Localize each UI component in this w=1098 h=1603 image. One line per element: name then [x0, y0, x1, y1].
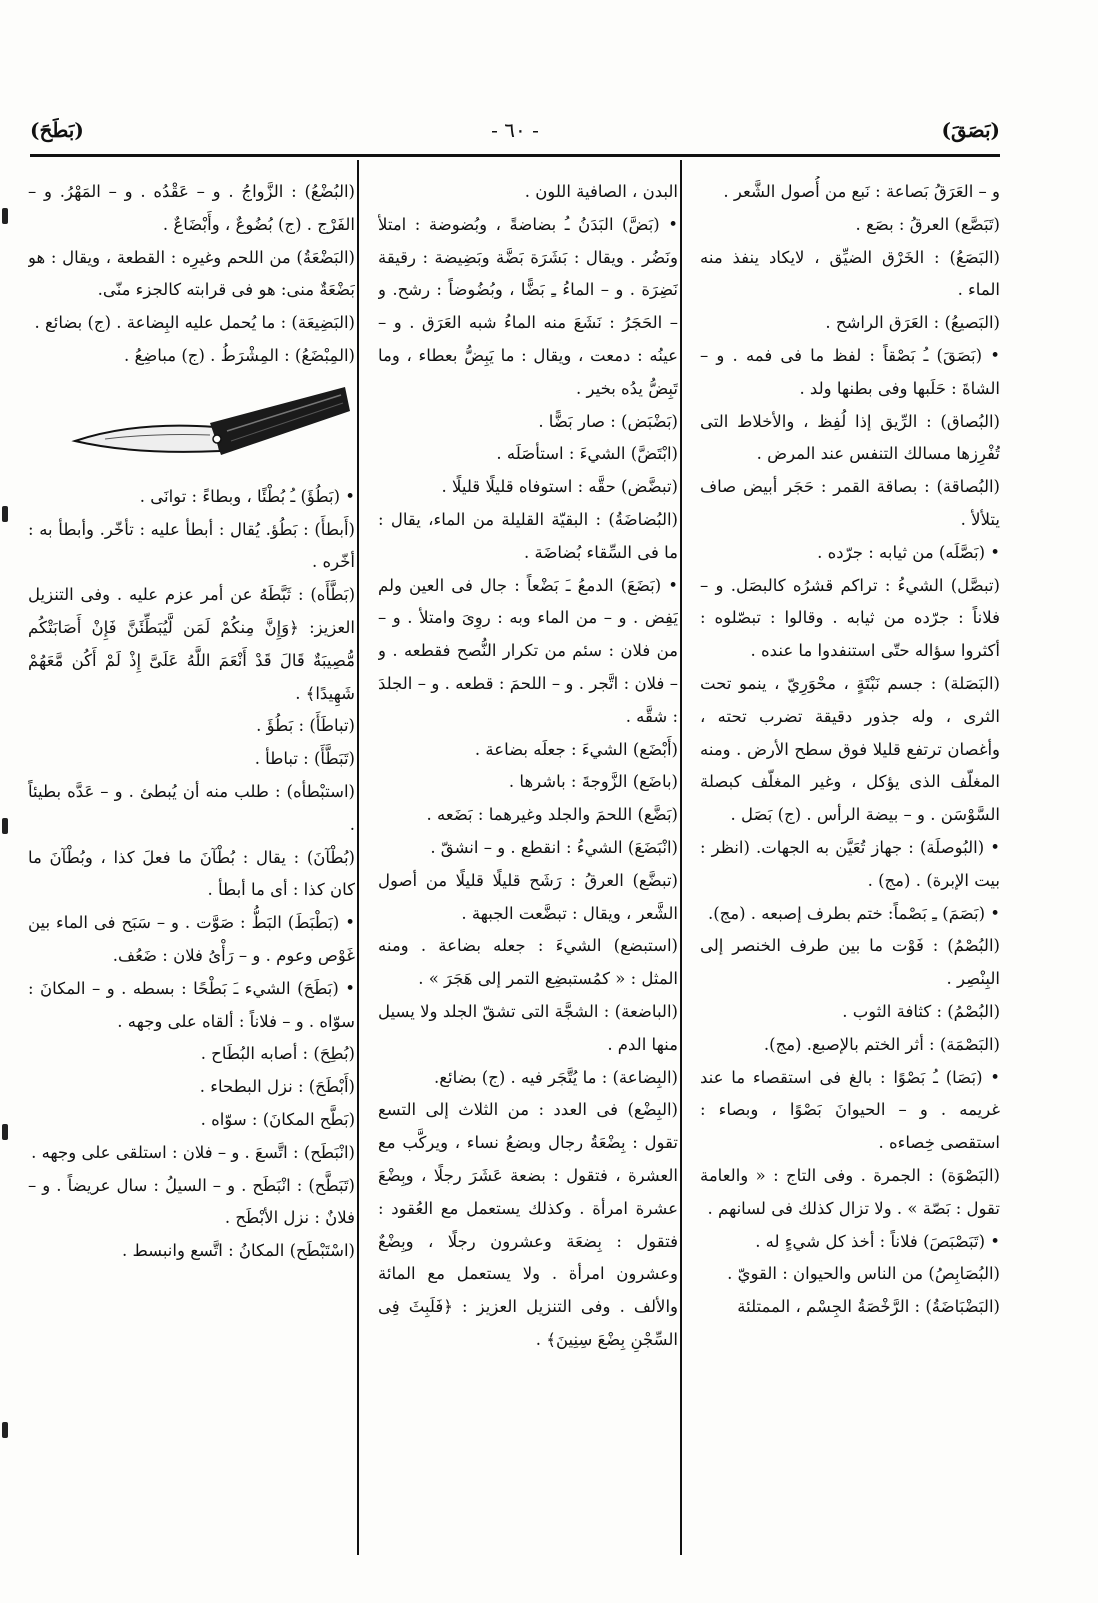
scalpel-illustration: [45, 381, 355, 471]
entry: (أَبْضَع) الشيءَ : جعلَه بضاعة .: [474, 739, 678, 759]
entry: (البَصَعُ) : الخَرْق الضيِّق ، لايكاد ينفذ منه الماء .: [700, 247, 1000, 300]
entry: (البُصاق) : الرِّيق إذا لُفِظ ، والأخلاط التى تُفْرِزها مسالك التنفس عند المرض .: [700, 411, 1000, 464]
entry: (البُصَابِصُ) من الناس والحيوان : القويّ .: [727, 1264, 1000, 1284]
entry: (البَضِيعَة) : ما يُحمل عليه البِضاعة . (ج) بضائع .: [34, 313, 355, 333]
entry: • (بَضَّ) البَدَنُ ـُ بضاضةً ، وبُضوضة : امتلأ ونَضُر . ويقال : بَشَرَة بَضَّة وبَضِيضة : رقيقة نَضِرَة . و – الماءُ ـِ بَضًّا ، وبُضُوضاً : رشح. و – الحَجَرُ : نَشَعَ منه الماءُ شبه العَرَق . و – عينُه : دمعت ، ويقال : ما يَبِضُّ بعطاء ، وما تَبِضُّ يدُه بخير .: [378, 214, 678, 398]
entry: و – العَرَقُ بَصاعة : نَبع من أُصول الشَّعر .: [723, 182, 1000, 201]
column-middle: [378, 176, 678, 1546]
entry: (تبصَّل) الشيءُ : تراكم قشرُه كالبصَل. و – فلاناً : جرّده من ثيابه . وقالوا : تبصّلوه : أكثروا سؤاله حتّى استنفدوا ما عنده .: [700, 575, 1000, 661]
entry: (تَبَطَّأَ) : تباطأ .: [254, 749, 355, 769]
entry: (انْبَطَح) : اتَّسعَ . و – فلان : استلقى على وجهه .: [31, 1142, 355, 1162]
entry: (الباضعة) : الشجَّة التى تشقّ الجلد ولا يسيل منها الدم .: [378, 1001, 678, 1054]
entry: (ابْتَضَّ) الشيءَ : استأصَلَه .: [496, 444, 678, 464]
column-left: [28, 176, 355, 1546]
scan-edge-mark: [2, 1124, 8, 1140]
entry: (بَضَّع) اللحمَ والجلد وغيرهما : بَضَعه .: [426, 805, 678, 825]
entry: (تَبَصَّع) العرقُ : بصَع .: [855, 214, 1000, 234]
entry: (المِبْضَعُ) : المِشْرَطُ . (ج) مباضِعُ .: [123, 345, 355, 365]
entry: • (بَصَمَ) ـِ بَصْماً: ختم بطرف إصبعه . (مج).: [707, 903, 1000, 923]
page-number: - ٦٠ -: [491, 118, 539, 142]
entry: (بَضْبَض) : صار بَضًّا .: [538, 411, 678, 431]
page-header: [30, 118, 1000, 148]
entry: • (بَطُؤَ) ـُ بُطْئًا ، وبطاءً : توانَى .: [139, 486, 355, 506]
entry: (البُضاضَةُ) : البقيّة القليلة من الماء، يقال : ما فى السِّقاء بُضاضَة .: [378, 509, 678, 562]
column-right: [700, 176, 1000, 1546]
header-first-entry: (بَصَقَ): [941, 118, 1000, 142]
entry: (البُصْمُ) : كثافة الثوب .: [842, 1001, 1000, 1021]
entry: (البَضْبَاضَةُ) : الرَّخْصَةُ الجِسْم ، الممتلئة: [737, 1297, 1000, 1317]
scan-edge-mark: [2, 208, 8, 224]
header-last-entry: (بَطَحَ): [30, 118, 84, 142]
entry: • (بَصَقَ) ـُ بَصْقاً : لفظ ما فى فمه . و – الشاةَ : حَلَبها وفى بطنها ولد .: [700, 345, 1000, 398]
column-divider: [357, 160, 359, 1555]
entry: (تبضَّض) حقَّه : استوفاه قليلًا قليلًا .: [441, 477, 678, 497]
entry: (انْبَضَعَ) الشيءُ : انقطع . و – انشقّ .: [430, 837, 678, 857]
entry: (تَبَطَّح) : انْبَطَح . و – السيلُ : سال عريضاً . و – فلانٌ : نزل الأبْطَح .: [28, 1175, 355, 1228]
entry: • (بَضَعَ) الدمعُ ـَ بَضْعاً : جال فى العين ولم يَفِض . و – من الماء وبه : روِىَ وامتلأ . و – من فلان : سئم من تكرار النُّصح فقطعه . و – فلان : اتَّجر . و – اللحمَ : قطعه . و – الجلدَ : شقَّه .: [378, 575, 678, 726]
entry: (تباطَأَ) : بَطُؤَ .: [256, 716, 355, 736]
entry: • (بَطَحَ) الشيء ـَ بَطْحًا : بسطه . و – المكانَ : سوّاه . و – فلاناً : ألقاه على وجهه .: [28, 978, 355, 1031]
entry: (البُضْعُ) : الزَّواجُ . و – عَقْدُه . و – المَهْرُ. و – الفَرْج . (ج) بُضُوعٌ ، وأَبْضَاعٌ .: [28, 182, 355, 234]
entry: البدن ، الصافية اللون .: [524, 182, 678, 201]
entry: (استبْطأه) : طلب منه أن يُبطئ . و – عَدَّه بطيئاً .: [28, 781, 355, 834]
entry: (البَصَلة) : جسم نَبْتَةٍ ، محْوَرِيّ ، ينمو تحت الثرى ، وله جذور دقيقة تضرب تحته ، وأغصان ترتفع قليلا فوق سطح الأرض . ومنه المغلّف الذى يؤكل ، وغير المغلّف كبصلة السَّوْسَن . و – بيضة الرأس . (ج) بَصَل .: [700, 673, 1000, 825]
entry: (بُطْآنَ) : يقال : بُطْآنَ ما فعلَ كذا ، وبُطْآنَ ما كان كذا : أى ما أبطأ .: [28, 847, 355, 900]
entry: • (بَصَّلَه) من ثيابه : جرّده .: [817, 542, 1000, 562]
entry: (بَطَّأَه) : ثَبَّطَهُ عن أمر عزم عليه . وفى التنزيل العزيز: ﴿وَإِنَّ مِنكُمْ لَمَن لَّيُبَطِّئَنَّ فَإِنْ أَصَابَتْكُم مُّصِيبَةٌ قَالَ قَدْ أَنْعَمَ اللَّهُ عَلَىَّ إِذْ لَمْ أَكُن مَّعَهُمْ شَهِيدًا﴾ .: [28, 585, 355, 703]
entry: (البَصيعُ) : العَرَق الراشح .: [825, 313, 1000, 333]
entry: (اسْتَبْطَح) المكانُ : اتَّسع وانبسط .: [121, 1241, 355, 1261]
entry: • (بَصَا) ـُ بَصْوًا : بالغ فى استقصاء ما عند غريمه . و – الحيوانَ بَصْوًا ، وبصاء : استقصى خِصاءه .: [700, 1067, 1000, 1153]
entry: (البِضاعة) : ما يُتَّجَر فيه . (ج) بضائع.: [434, 1067, 678, 1087]
entry: (استبضع) الشيءَ : جعله بضاعة . ومنه المثل : « كمُستبضِع التمر إلى هَجَرَ » .: [378, 936, 678, 989]
entry: (البَصْوَة) : الجمرة . وفى التاج : « والعامة تقول : بَصّة » . ولا تزال كذلك فى لسانهم .: [700, 1165, 1000, 1218]
scan-edge-mark: [2, 506, 8, 522]
entry: (أَبْطَحَ) : نزل البطحاء .: [199, 1077, 355, 1097]
entry: • (تَبَصْبَصَ) فلاناً : أخذ كل شيءٍ له .: [755, 1231, 1000, 1251]
entry: (البُصْمُ) : فَوْت ما بين طرف الخنصر إلى البِنْصِر .: [700, 936, 1000, 989]
header-rule: [30, 154, 1000, 157]
entry: (البُصاقة) : بصاقة القمر : حَجَر أبيض صاف يتلألأ .: [700, 477, 1000, 529]
entry: (باضَع) الزَّوجةَ : باشرها .: [508, 772, 678, 792]
column-divider: [680, 160, 682, 1555]
entry: (أَبطأَ) : بَطُؤ. يُقال : أبطأ عليه : تأخّر. وأبطأ به : أخّره .: [28, 519, 355, 572]
entry: (البَصْمَة) : أثر الختم بالإصبع. (مج).: [763, 1034, 1000, 1054]
entry: (بَطَّح المكانَ) : سوّاه .: [200, 1109, 355, 1129]
entry: (البَضْعَةُ) من اللحم وغيرِه : القطعة ، ويقال : هو بَضْعَةٌ منى: هو فى قرابته كالجزء منّى.: [28, 247, 355, 300]
entry: • (البُوصلَة) : جهاز تُعَيَّن به الجهات. (انظر : بيت الإبرة) . (مج) .: [700, 837, 1000, 890]
scan-edge-mark: [2, 1422, 8, 1438]
entry: (البِضْع) فى العدد : من الثلاث إلى التسع تقول : بِضْعَةُ رجال وبضعُ نساء ، ويركَّب مع العشرة ، فتقول : بضعة عَشَرَ رجلًا ، وبِضْعَ عشرة امرأة . وكذلك يستعمل مع العُقود : فتقول : بِضعَة وعشرون رجلًا ، وبِضْعٌ وعشرون امرأة . ولا يستعمل مع المائة والألف . وفى التنزيل العزيز : ﴿فَلَبِثَ فِى السِّجْنِ بِضْعَ سِنِينَ﴾ .: [378, 1100, 678, 1349]
entry: • (بَطْبَطَ) البَطُّ : صَوَّت . و – سَبَح فى الماء بين غَوْص وعوم . و – رَأْىُ فلان : ضَعُف.: [28, 913, 355, 965]
scan-edge-mark: [2, 818, 8, 834]
entry: (بُطِحَ) : أصابه البُطَاح .: [200, 1044, 355, 1064]
entry: (تبضَّع) العرقُ : رَشَح قليلًا قليلًا من أصول الشَّعر ، ويقال : تبضَّعت الجبهة .: [378, 870, 678, 923]
